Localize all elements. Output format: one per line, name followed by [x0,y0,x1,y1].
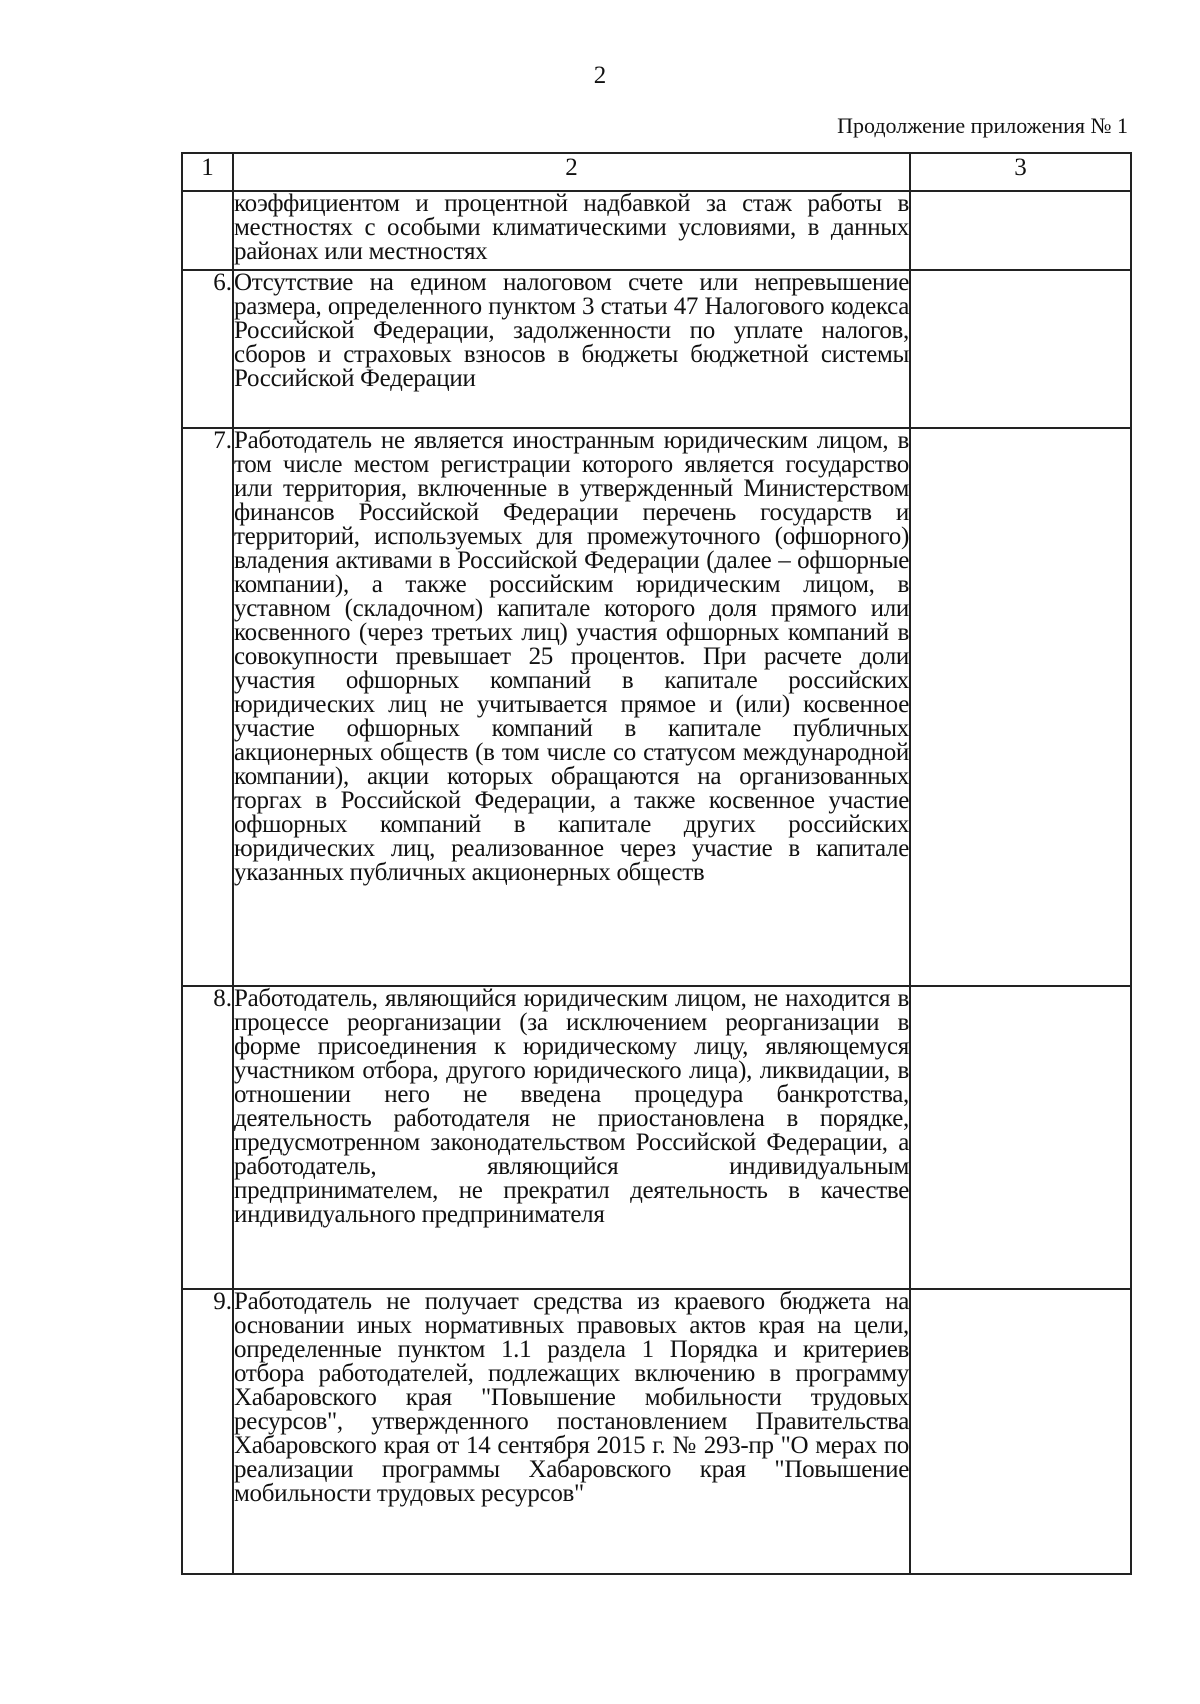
row-number: 9. [182,1289,233,1574]
row-col3 [910,986,1131,1289]
continuation-label: Продолжение приложения № 1 [837,113,1128,138]
page-number: 2 [593,62,607,89]
table-row [182,270,1131,428]
row-col3 [910,270,1131,428]
table-header-row [182,153,1131,191]
table-row [182,986,1131,1289]
header-col-3: 3 [910,153,1131,191]
header-col-1: 1 [182,153,233,191]
table-row [182,428,1131,986]
criteria-table [181,152,1132,1575]
row-text: коэффициентом и процентной надбавкой за стаж работы в местностях с особыми климатическими условиями, в данных районах или местностях [233,191,910,270]
table-row [182,1289,1131,1574]
row-col3 [910,428,1131,986]
table-row [182,191,1131,270]
row-number: 8. [182,986,233,1289]
row-number: 6. [182,270,233,428]
row-col3 [910,1289,1131,1574]
row-col3 [910,191,1131,270]
row-text: Работодатель, являющийся юридическим лицом, не находится в процессе реорганизации (за исключением реорганизации в форме присоединения к юридическому лицу, являющемуся участником отбора, другого юридического лица), ликвидации, в отношении него не введена процедура банкротства, деятельность работодателя не приостановлена в порядке, предусмотренном законодательством Российской Федерации, а работодатель, являющийся индивидуальным предпринимателем, не прекратил деятельность в качестве индивидуального предпринимателя [233,986,910,1289]
row-number [182,191,233,270]
row-text: Отсутствие на едином налоговом счете или непревышение размера, определенного пунктом 3 статьи 47 Налогового кодекса Российской Федерации, задолженности по уплате налогов, сборов и страховых взносов в бюджеты бюджетной системы Российской Федерации [233,270,910,428]
row-number: 7. [182,428,233,986]
header-col-2: 2 [233,153,910,191]
row-text: Работодатель не получает средства из краевого бюджета на основании иных нормативных правовых актов края на цели, определенные пунктом 1.1 раздела 1 Порядка и критериев отбора работодателей, подлежащих включению в программу Хабаровского края "Повышение мобильности трудовых ресурсов", утвержденного постановлением Правительства Хабаровского края от 14 сентября 2015 г. № 293-пр "О мерах по реализации программы Хабаровского края "Повышение мобильности трудовых ресурсов" [233,1289,910,1574]
row-text: Работодатель не является иностранным юридическим лицом, в том числе местом регистрации которого является государство или территория, включенные в утвержденный Министерством финансов Российской Федерации перечень государств и территорий, используемых для промежуточного (офшорного) владения активами в Российской Федерации (далее – офшорные компании), а также российским юридическим лицом, в уставном (складочном) капитале которого доля прямого или косвенного (через третьих лиц) участия офшорных компаний в совокупности превышает 25 процентов. При расчете доли участия офшорных компаний в капитале российских юридических лиц не учитывается прямое и (или) косвенное участие офшорных компаний в капитале публичных акционерных обществ (в том числе со статусом международной компании), акции которых обращаются на организованных торгах в Российской Федерации, а также косвенное участие офшорных компаний в капитале других российских юридических лиц, реализованное через участие в капитале указанных публичных акционерных обществ [233,428,910,986]
